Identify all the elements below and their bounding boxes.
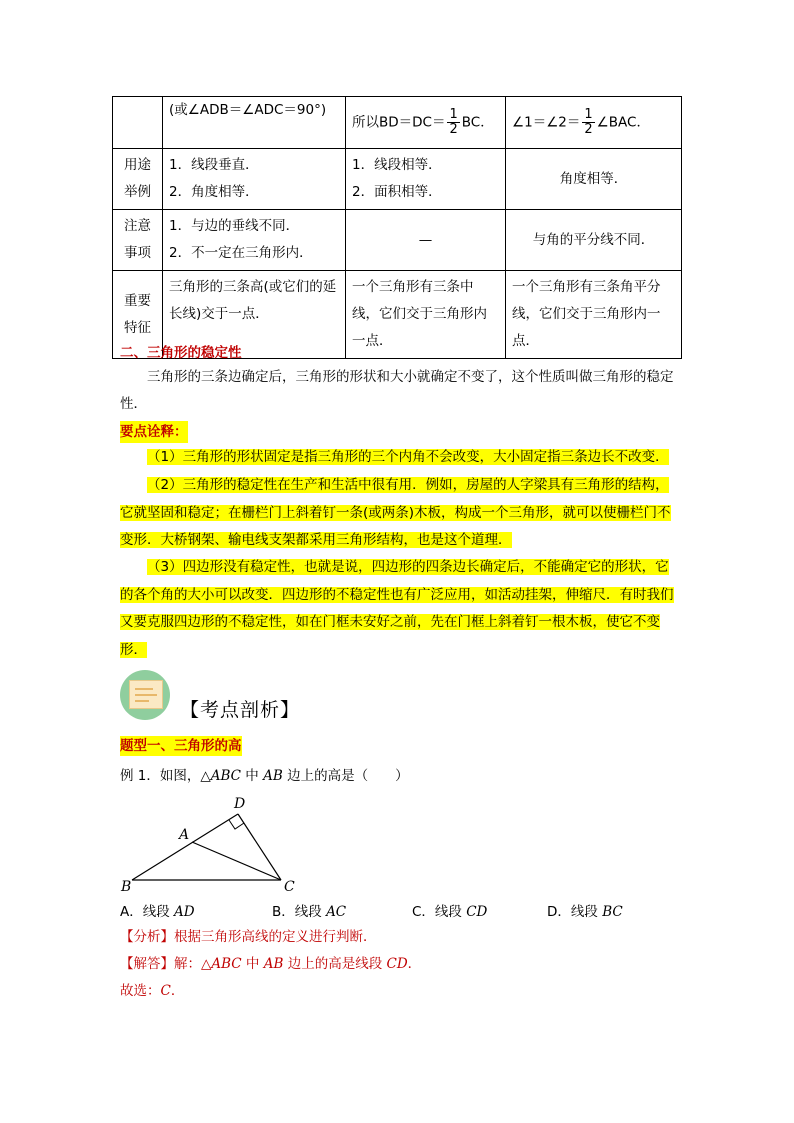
side-name: AB <box>263 768 283 784</box>
table-cell <box>163 210 346 271</box>
row-header: 重要特征 <box>113 271 163 359</box>
cell-line: 2．角度相等． <box>169 184 259 200</box>
question-text: 例 1．如图，△ <box>120 768 211 784</box>
label-c: C <box>284 879 295 895</box>
solution-text: 中 <box>241 956 264 972</box>
fraction <box>582 108 594 137</box>
question-type-title: 题型一、三角形的高 <box>120 738 242 754</box>
analysis-text: 根据三角形高线的定义进行判断． <box>174 929 377 945</box>
document-icon-line <box>135 700 149 702</box>
table-cell: 与角的平分线不同． <box>506 210 682 271</box>
table-cell: (或∠ADB＝∠ADC＝90°) <box>163 97 346 149</box>
right-angle-mark <box>229 820 244 829</box>
fraction-numerator: 1 <box>584 107 593 122</box>
choice-value: C <box>160 983 171 999</box>
cell-text: 所以BD＝DC＝ <box>352 114 446 131</box>
keypoint-text: （2）三角形的稳定性在生产和生活中很有用．例如，房屋的人字梁具有三角形的结构，它就坚固和稳定；在栅栏门上斜着钉一条(或两条)木板，构成一个三角形，就可以使栅栏门不变形．大桥钢架、输电线支架都采用三角形结构，也是这个道理． <box>120 477 671 548</box>
solution <box>120 952 421 976</box>
solution-label: 【解答】 <box>120 956 174 972</box>
triangle-name: ABC <box>210 768 242 784</box>
option-value: AC <box>326 904 347 920</box>
option-label: C．线段 <box>412 904 467 920</box>
table-row <box>113 149 682 210</box>
solution-text: 解：△ <box>174 956 212 972</box>
section-title: 二、三角形的稳定性 <box>120 345 242 361</box>
question-text: 边上的高是（ ） <box>282 768 409 784</box>
label-a: A <box>179 827 190 843</box>
cell-line: 1．线段垂直． <box>169 157 259 173</box>
choice-label: 故选： <box>120 983 161 999</box>
label-d: D <box>234 796 246 812</box>
table-cell <box>163 149 346 210</box>
fraction <box>447 108 459 137</box>
document-icon-line <box>135 688 153 690</box>
label-b: B <box>121 879 132 895</box>
table-cell: 角度相等． <box>506 149 682 210</box>
option-label: A．线段 <box>120 904 175 920</box>
choice-end: ． <box>170 983 185 999</box>
cell-text: ∠BAC． <box>596 114 650 131</box>
keypoint-text: （1）三角形的形状固定是指三角形的三个内角不会改变，大小固定指三条边长不改变． <box>147 449 669 465</box>
row-header <box>113 97 163 149</box>
cell-line: 2．不一定在三角形内． <box>169 245 313 261</box>
option-value: AD <box>174 904 195 920</box>
table-cell <box>506 97 682 149</box>
fraction-numerator: 1 <box>449 107 458 122</box>
fraction-denominator: 2 <box>449 122 458 137</box>
table-cell: 三角形的三条高(或它们的延长线)交于一点． <box>163 271 346 359</box>
keypoint-2 <box>120 472 676 555</box>
option-d <box>547 900 623 920</box>
cell-line: 1．线段相等． <box>352 157 442 173</box>
question-text: 中 <box>241 768 264 784</box>
solution-side: AB <box>263 956 284 972</box>
option-value: BC <box>602 904 623 920</box>
table-row <box>113 210 682 271</box>
cell-text: ∠1＝∠2＝ <box>512 114 581 131</box>
table-cell: — <box>346 210 506 271</box>
keypoint-text: （3）四边形没有稳定性，也就是说，四边形的四条边长确定后，不能确定它的形状，它的各个角的大小可以改变．四边形的不稳定性也有广泛应用，如活动挂架，伸缩尺．有时我们又要克服四边形的不稳定性，如在门框未安好之前，先在门框上斜着钉一根木板，使它不变形． <box>120 559 674 658</box>
option-label: B．线段 <box>272 904 327 920</box>
example-question <box>120 764 409 784</box>
table-cell: 一个三角形有三条中线，它们交于三角形内一点． <box>346 271 506 359</box>
option-label: D．线段 <box>547 904 603 920</box>
cell-text: BC． <box>461 114 494 131</box>
option-c <box>412 900 487 920</box>
section-heading: 【考点剖析】 <box>180 699 301 721</box>
segment-dc <box>238 814 281 880</box>
analysis <box>120 925 377 949</box>
table-cell: 一个三角形有三条角平分线，它们交于三角形内一点． <box>506 271 682 359</box>
solution-triangle: ABC <box>211 956 242 972</box>
properties-table <box>112 96 682 359</box>
cell-line: 1．与边的垂线不同． <box>169 218 300 234</box>
section-body: 三角形的三条边确定后，三角形的形状和大小就确定不变了，这个性质叫做三角形的稳定性． <box>120 369 674 412</box>
table-cell <box>346 149 506 210</box>
fraction-denominator: 2 <box>584 122 593 137</box>
solution-answer: CD <box>386 956 408 972</box>
triangle-figure <box>116 790 306 896</box>
document-icon-line <box>135 694 157 696</box>
table-row <box>113 97 682 149</box>
solution-text: 边上的高是线段 <box>283 956 387 972</box>
row-header: 注意事项 <box>113 210 163 271</box>
keypoints-label: 要点诠释： <box>120 421 188 443</box>
option-value: CD <box>466 904 488 920</box>
analysis-label: 【分析】 <box>120 929 174 945</box>
cell-line: 2．面积相等． <box>352 184 442 200</box>
segment-bd <box>132 814 238 880</box>
keypoint-1 <box>120 444 676 472</box>
keypoint-3 <box>120 554 676 664</box>
option-b <box>272 900 346 920</box>
option-a <box>120 900 195 920</box>
row-header: 用途举例 <box>113 149 163 210</box>
table-cell <box>346 97 506 149</box>
solution-text: ． <box>407 956 422 972</box>
segment-ac <box>192 842 281 880</box>
final-choice <box>120 979 184 1003</box>
